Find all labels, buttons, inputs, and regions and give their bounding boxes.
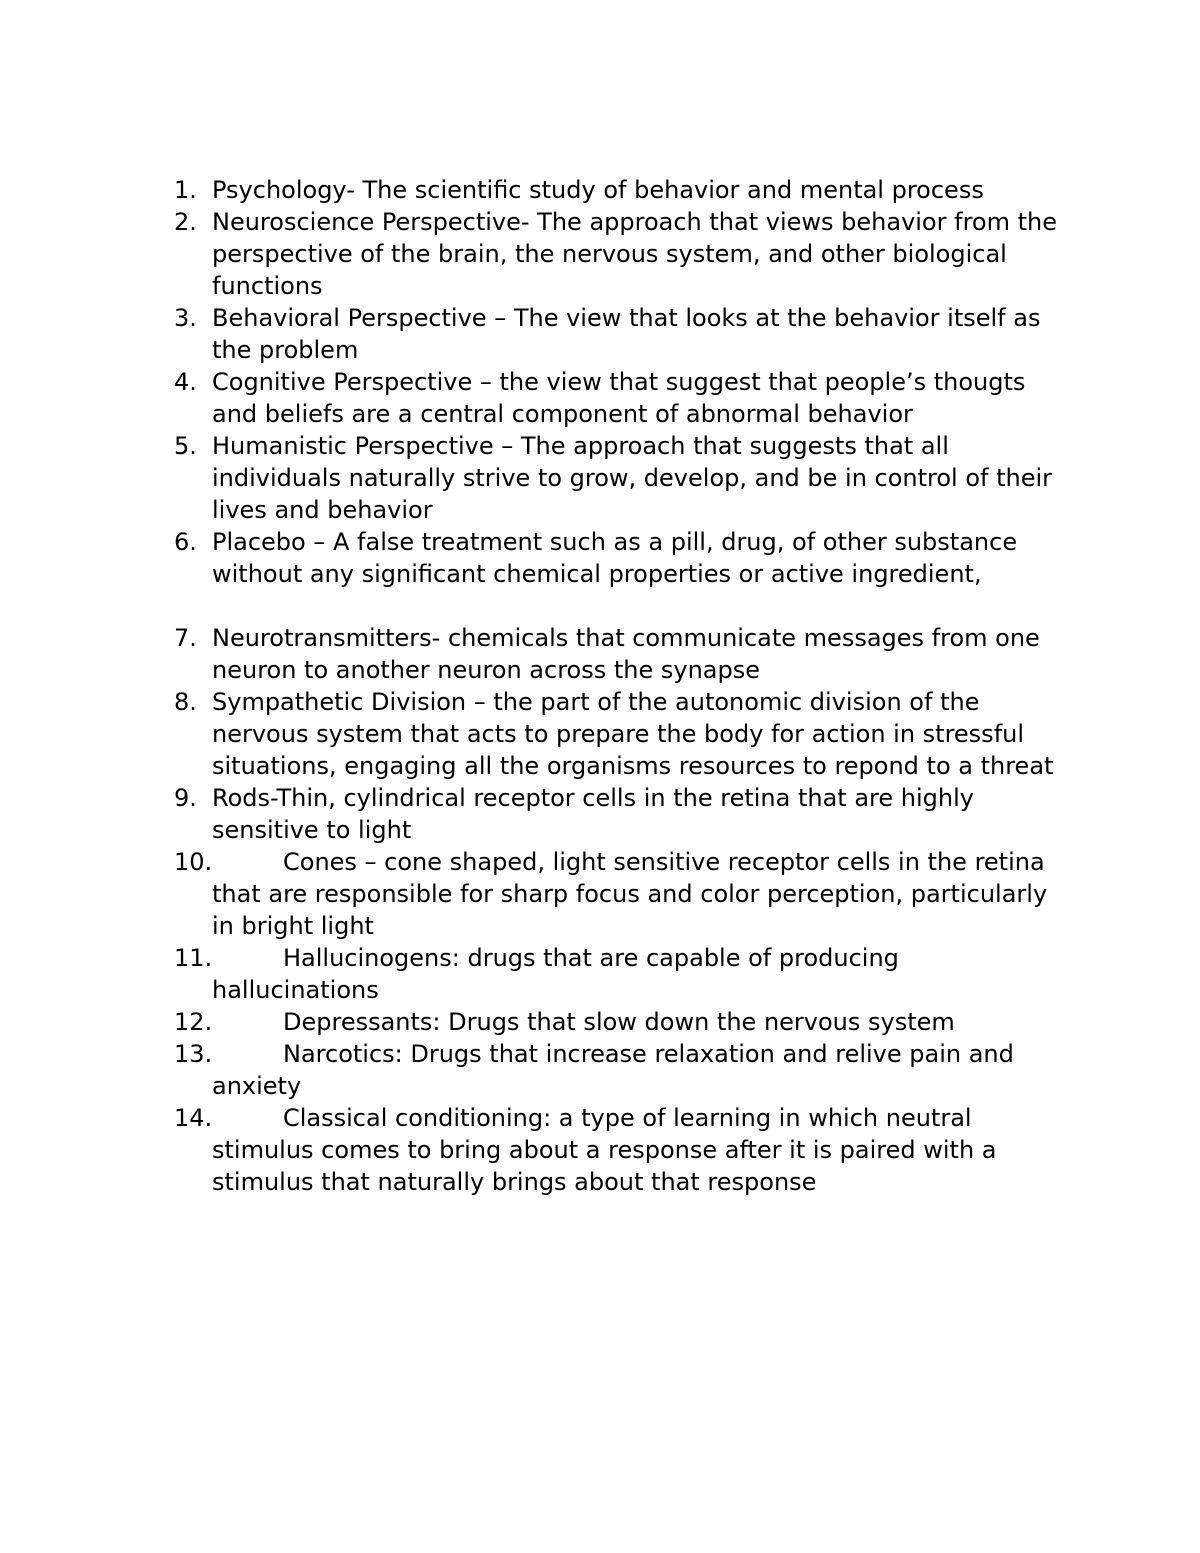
item-text: Cones – cone shaped, light sensitive receptor cells in the retina that are responsible for sharp focus and color perception, particularly in bright light xyxy=(212,848,1048,940)
item-text: Depressants: Drugs that slow down the nervous system xyxy=(283,1008,955,1036)
item-number: 9. xyxy=(174,784,197,812)
list-item xyxy=(174,942,1064,1006)
list-item xyxy=(174,782,1064,846)
list-item xyxy=(174,302,1064,366)
item-text: Neuroscience Perspective- The approach that views behavior from the perspective of the brain, the nervous system, and other biological functions xyxy=(212,208,1057,300)
list-item xyxy=(174,1102,1064,1198)
list-item xyxy=(174,1006,1064,1038)
item-number: 3. xyxy=(174,304,197,332)
item-number: 11. xyxy=(174,944,213,972)
list-item xyxy=(174,430,1064,526)
item-number: 10. xyxy=(174,848,213,876)
item-text: Placebo – A false treatment such as a pill, drug, of other substance without any significant chemical properties or active ingredient, xyxy=(212,528,1018,588)
list-item xyxy=(174,366,1064,430)
list-item xyxy=(174,526,1064,590)
list-item xyxy=(174,846,1064,942)
item-text: Narcotics: Drugs that increase relaxation and relive pain and anxiety xyxy=(212,1040,1014,1100)
item-text: Neurotransmitters- chemicals that communicate messages from one neuron to another neuron across the synapse xyxy=(212,624,1040,684)
item-number: 12. xyxy=(174,1008,213,1036)
item-text: Cognitive Perspective – the view that suggest that people’s thougts and beliefs are a central component of abnormal behavior xyxy=(212,368,1026,428)
list-item xyxy=(174,1038,1064,1102)
list-item xyxy=(174,206,1064,302)
list-item xyxy=(174,622,1064,686)
item-number: 14. xyxy=(174,1104,213,1132)
definitions-list xyxy=(174,174,1064,1198)
item-number: 6. xyxy=(174,528,197,556)
item-text: Hallucinogens: drugs that are capable of producing hallucinations xyxy=(212,944,899,1004)
item-number: 13. xyxy=(174,1040,213,1068)
item-number: 1. xyxy=(174,176,197,204)
item-text: Sympathetic Division – the part of the autonomic division of the nervous system that acts to prepare the body for action in stressful situations, engaging all the organisms resources to repond to a threat xyxy=(212,688,1054,780)
item-number: 5. xyxy=(174,432,197,460)
item-number: 2. xyxy=(174,208,197,236)
item-text: Rods-Thin, cylindrical receptor cells in the retina that are highly sensitive to light xyxy=(212,784,974,844)
item-text: Classical conditioning: a type of learning in which neutral stimulus comes to bring about a response after it is paired with a stimulus that naturally brings about that response xyxy=(212,1104,997,1196)
item-number: 4. xyxy=(174,368,197,396)
item-text: Psychology- The scientific study of behavior and mental process xyxy=(212,176,984,204)
item-text: Humanistic Perspective – The approach that suggests that all individuals naturally strive to grow, develop, and be in control of their lives and behavior xyxy=(212,432,1053,524)
item-number: 8. xyxy=(174,688,197,716)
list-item xyxy=(174,686,1064,782)
item-text: Behavioral Perspective – The view that looks at the behavior itself as the problem xyxy=(212,304,1041,364)
item-number: 7. xyxy=(174,624,197,652)
list-item xyxy=(174,174,1064,206)
